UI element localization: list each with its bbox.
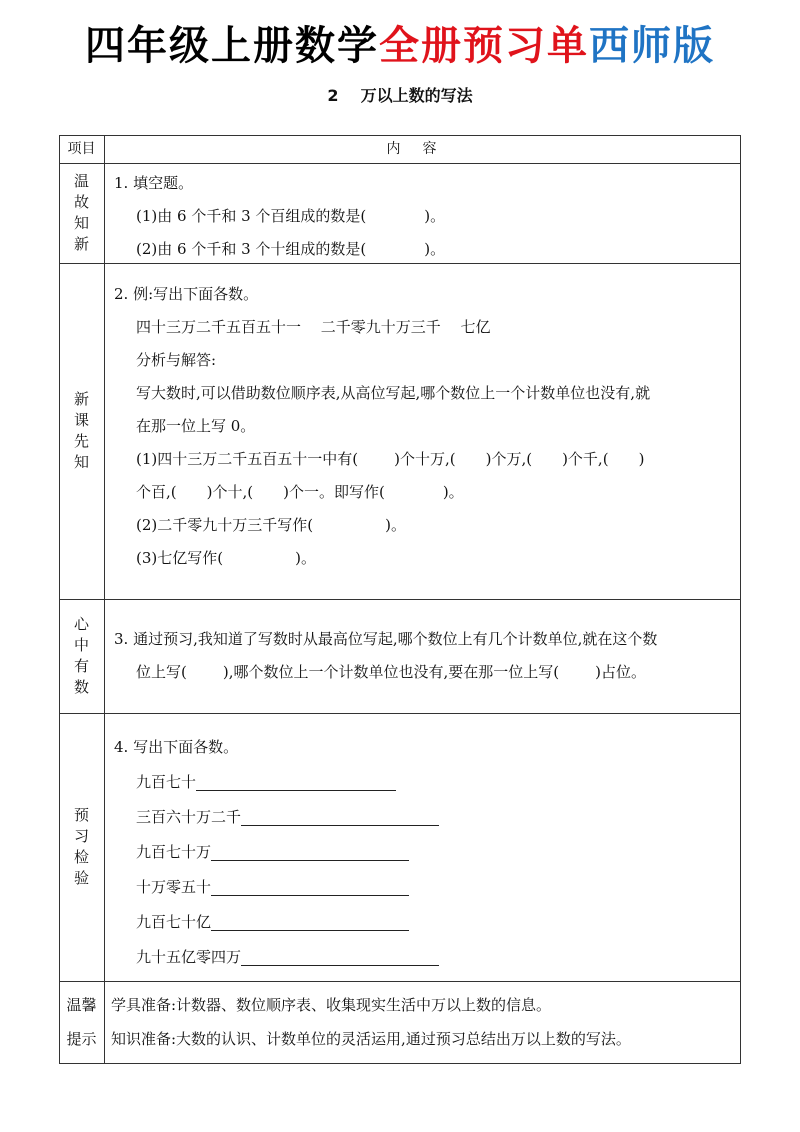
explanation-line-2: 在那一位上写 0。 — [136, 417, 256, 435]
explanation-line-1: 写大数时,可以借助数位顺序表,从高位写起,哪个数位上一个计数单位也没有,就 — [136, 384, 651, 402]
tips-tools: 学具准备:计数器、数位顺序表、收集现实生活中万以上数的信息。 — [111, 996, 552, 1014]
title-part-edition: 西师版 — [589, 23, 715, 69]
question-4: 4. 写出下面各数。 — [114, 738, 239, 756]
analysis-heading: 分析与解答: — [136, 351, 217, 369]
question-2-part-1-line-1: (1)四十三万二千五百五十一中有( )个十万,( )个万,( )个千,( ) — [136, 450, 645, 468]
question-3-line-1: 3. 通过预习,我知道了写数时从最高位写起,哪个数位上有几个计数单位,就在这个数 — [114, 630, 658, 648]
section-label-tips: 温馨提示 — [66, 996, 97, 1048]
table-column-divider — [104, 135, 105, 1064]
section-label-check: 预习检验 — [73, 806, 89, 887]
section-label-review: 温故知新 — [73, 172, 89, 253]
answer-item: 九百七十 — [114, 765, 439, 800]
question-2: 2. 例:写出下面各数。 — [114, 285, 259, 303]
question-2-part-3: (3)七亿写作( )。 — [136, 549, 316, 567]
question-2-part-2: (2)二千零九十万三千写作( )。 — [136, 516, 406, 534]
section-label-new: 新课先知 — [73, 390, 89, 471]
table-divider — [59, 599, 741, 600]
lesson-number: 2 — [327, 86, 339, 105]
answer-item: 九百七十亿 — [114, 905, 439, 940]
question-3-line-2: 位上写( ),哪个数位上一个计数单位也没有,要在那一位上写( )占位。 — [136, 663, 646, 681]
answer-line[interactable] — [241, 943, 439, 966]
answer-item: 十万零五十 — [114, 870, 439, 905]
answer-item: 九十五亿零四万 — [114, 940, 439, 975]
answer-line[interactable] — [196, 768, 396, 791]
question-1: 1. 填空题。 — [114, 174, 194, 192]
question-1-part-2: (2)由 6 个千和 3 个十组成的数是( )。 — [136, 240, 446, 258]
page-title — [0, 18, 800, 74]
answer-item: 三百六十万二千 — [114, 800, 439, 835]
answer-line[interactable] — [211, 873, 409, 896]
header-item: 项目 — [67, 141, 96, 157]
answer-line[interactable] — [211, 838, 409, 861]
answer-line[interactable] — [241, 803, 439, 826]
section-tips-content — [111, 988, 631, 1056]
header-content: 内容 — [386, 141, 459, 157]
table-divider — [59, 163, 741, 164]
section-check-content — [114, 730, 439, 975]
section-new-content — [114, 278, 650, 575]
table-divider — [59, 981, 741, 982]
section-label-reflect: 心中有数 — [73, 615, 89, 696]
preview-table — [59, 135, 741, 1064]
title-part-grade: 四年级上册数学 — [85, 23, 379, 69]
answer-item: 九百七十万 — [114, 835, 439, 870]
section-reflect-content — [114, 623, 657, 689]
table-border-bottom — [59, 1063, 741, 1064]
question-2-part-1-line-2: 个百,( )个十,( )个一。即写作( )。 — [136, 483, 464, 501]
table-border-right — [740, 135, 741, 1064]
tips-knowledge: 知识准备:大数的认识、计数单位的灵活运用,通过预习总结出万以上数的写法。 — [111, 1030, 631, 1048]
title-part-preview: 全册预习单 — [379, 23, 589, 69]
section-review-content — [114, 167, 445, 266]
lesson-title: 万以上数的写法 — [360, 86, 473, 105]
table-divider — [59, 713, 741, 714]
lesson-subtitle — [0, 83, 800, 106]
example-numbers: 四十三万二千五百五十一 二千零九十万三千 七亿 — [136, 318, 491, 336]
question-1-part-1: (1)由 6 个千和 3 个百组成的数是( )。 — [136, 207, 446, 225]
answer-line[interactable] — [211, 908, 409, 931]
